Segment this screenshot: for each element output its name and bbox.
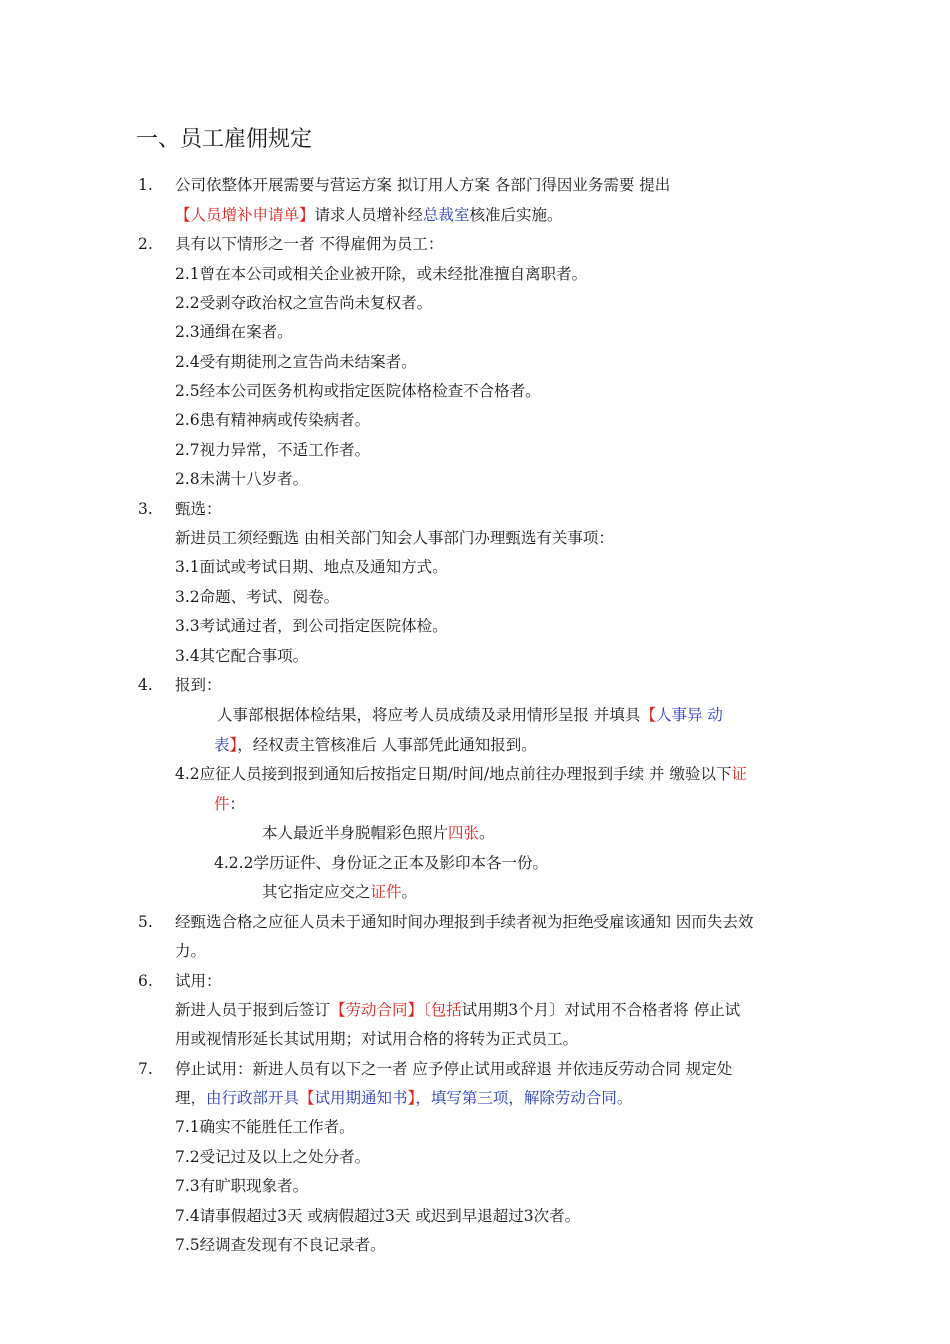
- section-6-line-1: [175, 1000, 740, 1020]
- section-7-line-1: 停止试用：新进人员有以下之一者 应予停止试用或辞退 并依违反劳动合同 规定处: [175, 1060, 733, 1078]
- section-4-para-2-text: 4.2应征人员接到报到通知后按指定日期/时间/地点前往办理报到手续 并 缴验以下: [175, 765, 732, 783]
- list-item: 2.5经本公司医务机构或指定医院体格检查不合格者。: [175, 382, 541, 400]
- list-item: 3.1面试或考试日期、地点及通知方式。: [175, 558, 448, 576]
- list-item: 3.2命题、考试、阅卷。: [175, 588, 340, 606]
- section-2-heading: 具有以下情形之一者 不得雇佣为员工：: [175, 235, 444, 253]
- section-4-sub-1: [262, 823, 495, 843]
- section-1-number: 1.: [138, 176, 153, 194]
- section-4-para-2-line-2: [214, 794, 245, 814]
- section-7-number: 7.: [138, 1060, 153, 1078]
- list-item: 7.1确实不能胜任工作者。: [175, 1118, 355, 1136]
- section-4-number: 4.: [138, 676, 153, 694]
- section-6-line-2: 用或视情形延长其试用期；对试用合格的将转为正式员工。: [175, 1030, 579, 1048]
- section-2-number: 2.: [138, 235, 153, 253]
- list-item: 2.2受剥夺政治权之宣告尚未复权者。: [175, 294, 433, 312]
- list-item: 2.4受有期徒刑之宣告尚未结案者。: [175, 353, 417, 371]
- section-6-line-1-a: 新进人员于报到后签订: [175, 1001, 331, 1019]
- section-4-para-2-end: ：: [229, 795, 246, 813]
- sub-3-text: 其它指定应交之: [262, 883, 371, 901]
- form-name-personnel-change: 人事异 动: [655, 706, 723, 724]
- list-item: 7.5经调查发现有不良记录者。: [175, 1236, 386, 1254]
- list-item: 7.2受记过及以上之处分者。: [175, 1148, 371, 1166]
- bracket-open: 【: [640, 706, 656, 724]
- documents-word-a: 证: [731, 765, 747, 783]
- section-3-heading: 甄选：: [175, 500, 222, 518]
- section-4-para-1-end: ，经权责主管核准后 人事部凭此通知报到。: [237, 736, 537, 754]
- list-item: 7.4请事假超过3天 或病假超过3天 或迟到早退超过3次者。: [175, 1207, 581, 1225]
- section-4-para-1-line-1: [217, 705, 723, 725]
- section-6-line-1-b: 试用期3个月〕对试用不合格者将 停止试: [461, 1001, 741, 1019]
- labor-contract-form: 【劳动合同】〔包括: [330, 1001, 462, 1019]
- section-4-heading: 报到：: [175, 676, 222, 694]
- list-item: 3.3考试通过者，到公司指定医院体检。: [175, 617, 448, 635]
- section-5-number: 5.: [138, 913, 153, 931]
- section-7-line-2: [175, 1088, 632, 1108]
- documents-word-b: 件: [214, 795, 230, 813]
- section-1-line-2-end: 核准后实施。: [469, 206, 563, 224]
- bracket-close: 】: [407, 1089, 416, 1107]
- documents-word: 证件: [370, 883, 402, 901]
- section-7-line-2-a: 理: [175, 1089, 191, 1107]
- section-4-para-2-line-1: [175, 764, 747, 784]
- section-1-line-2: [175, 205, 563, 225]
- section-5-line-2: 力。: [175, 942, 207, 960]
- list-item: 3.4其它配合事项。: [175, 647, 309, 665]
- sub-3-end: 。: [401, 883, 418, 901]
- section-4-para-1-line-2: [214, 735, 537, 755]
- list-item: 2.7视力异常，不适工作者。: [175, 441, 371, 459]
- list-item: 2.1曾在本公司或相关企业被开除，或未经批准擅自离职者。: [175, 265, 588, 283]
- sub-1-end: 。: [479, 824, 495, 842]
- sub-1-text: 本人最近半身脱帽彩色照片: [262, 824, 449, 842]
- section-1-line-2-mid: 请求人员增补经: [314, 206, 424, 224]
- section-3-number: 3.: [138, 500, 153, 518]
- section-4-sub-2: 4.2.2学历证件、身份证之正本及影印本各一份。: [214, 854, 548, 872]
- section-7-line-2-blue-a: ，由行政部开具: [190, 1089, 300, 1107]
- probation-notice-form: 试用期通知书: [314, 1089, 408, 1107]
- list-item: 7.3有旷职现象者。: [175, 1177, 309, 1195]
- section-6-number: 6.: [138, 972, 153, 990]
- bracket-close: 】: [229, 736, 238, 754]
- form-name-personnel-change-end: 表: [214, 736, 230, 754]
- section-4-para-1-text: 人事部根据体检结果，将应考人员成绩及录用情形呈报 并填具: [217, 706, 641, 724]
- page-title: 一、员工雇佣规定: [136, 127, 313, 152]
- section-4-sub-3: [262, 882, 417, 902]
- list-item: 2.8未满十八岁者。: [175, 470, 309, 488]
- section-6-heading: 试用：: [175, 972, 222, 990]
- section-7-line-2-blue-c: ，填写第三项，解除劳动合同。: [415, 1089, 633, 1107]
- bracket-open: 【: [299, 1089, 315, 1107]
- section-5-line-1: 经甄选合格之应征人员未于通知时间办理报到手续者视为拒绝受雇该通知 因而失去效: [175, 913, 754, 931]
- list-item: 2.6患有精神病或传染病者。: [175, 411, 371, 429]
- list-item: 2.3通缉在案者。: [175, 323, 293, 341]
- office-name: 总裁室: [423, 206, 470, 224]
- photo-count: 四张: [448, 824, 480, 842]
- form-name-staffing-request: 【人员增补申请单】: [175, 206, 315, 224]
- section-1-line-1: 公司依整体开展需要与营运方案 拟订用人方案 各部门得因业务需要 提出: [175, 176, 671, 194]
- section-3-intro: 新进员工须经甄选 由相关部门知会人事部门办理甄选有关事项：: [175, 529, 614, 547]
